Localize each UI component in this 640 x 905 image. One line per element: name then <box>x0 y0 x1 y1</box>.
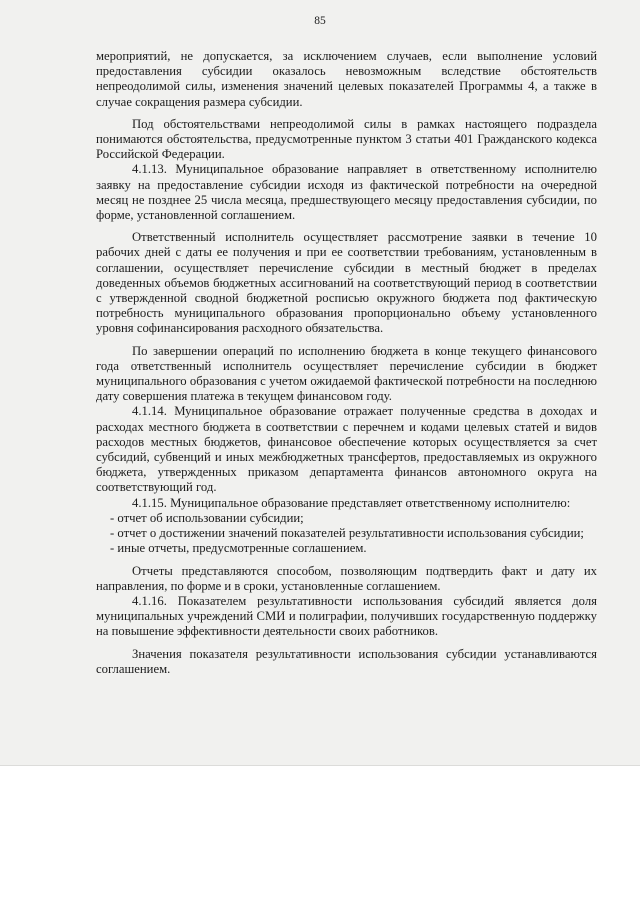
document-body <box>96 49 597 677</box>
paragraph-4-1-15: 4.1.15. Муниципальное образование представляет ответственному исполнителю: <box>132 495 571 510</box>
paragraph-report-submission: Отчеты представляются способом, позволяющим подтвердить факт и дату их направления, по форме и в сроки, установленные соглашением. <box>96 563 597 593</box>
paragraph-force-majeure: Под обстоятельствами непреодолимой силы в рамках настоящего подраздела понимаются обстоятельства, предусмотренные пунктом 3 статьи 401 Гражданского кодекса Российской Федерации. <box>96 116 597 162</box>
paragraph-4-1-14: 4.1.14. Муниципальное образование отражает полученные средства в доходах и расходах местного бюджета в соответствии с перечнем и кодами целевых статей и видов расходов местных бюджетов, финансовое обеспечение которых осуществляется за счет субсидий, субвенций и иных межбюджетных трансфертов, предоставляемых из окружного бюджета, утвержденных приказом департамента финансов автономного округа на соответствующий год. <box>96 404 597 495</box>
page-number: 85 <box>314 15 326 27</box>
paragraph-continuation: мероприятий, не допускается, за исключением случаев, если выполнение условий предоставления субсидии оказалось невозможным вследствие обстоятельств непреодолимой силы, изменения значений целевых показателей Программы 4, а также в случае сокращения размера субсидии. <box>96 49 597 109</box>
paragraph-year-end-transfer: По завершении операций по исполнению бюджета в конце текущего финансового года ответственный исполнитель осуществляет перечисление субсидии в бюджет муниципального образования с учетом ожидаемой фактической потребности на последнюю дату совершения платежа в текущем финансовом году. <box>96 343 597 404</box>
paragraph-4-1-13: 4.1.13. Муниципальное образование направляет в ответственному исполнителю заявку на предоставление субсидии исходя из фактической потребности на очередной месяц не позднее 25 числа месяца, предшествующего месяцу предоставления субсидии, по форме, установленной соглашением. <box>96 162 597 223</box>
list-item-other-reports: - иные отчеты, предусмотренные соглашением. <box>110 541 367 556</box>
paragraph-review-request: Ответственный исполнитель осуществляет рассмотрение заявки в течение 10 рабочих дней с даты ее получения и при ее соответствии требованиям, установленным в соглашении, осуществляет перечисление субсидии в местный бюджет в пределах доведенных объемов бюджетных ассигнований на соответствующий период в соответствии с утвержденной сводной бюджетной росписью окружного бюджета под фактическую потребность муниципального образования пропорционально объему установленного уровня софинансирования расходного обязательства. <box>96 230 597 336</box>
list-item-usage-report: - отчет об использовании субсидии; <box>110 510 304 525</box>
list-item-performance-report: - отчет о достижении значений показателей результативности использования субсидии; <box>110 526 584 541</box>
paragraph-indicator-values: Значения показателя результативности использования субсидии устанавливаются соглашением. <box>96 646 597 676</box>
paragraph-4-1-16: 4.1.16. Показателем результативности использования субсидий является доля муниципальных учреждений СМИ и полиграфии, получивших государственную поддержку на повышение эффективности деятельности своих работников. <box>96 593 597 639</box>
